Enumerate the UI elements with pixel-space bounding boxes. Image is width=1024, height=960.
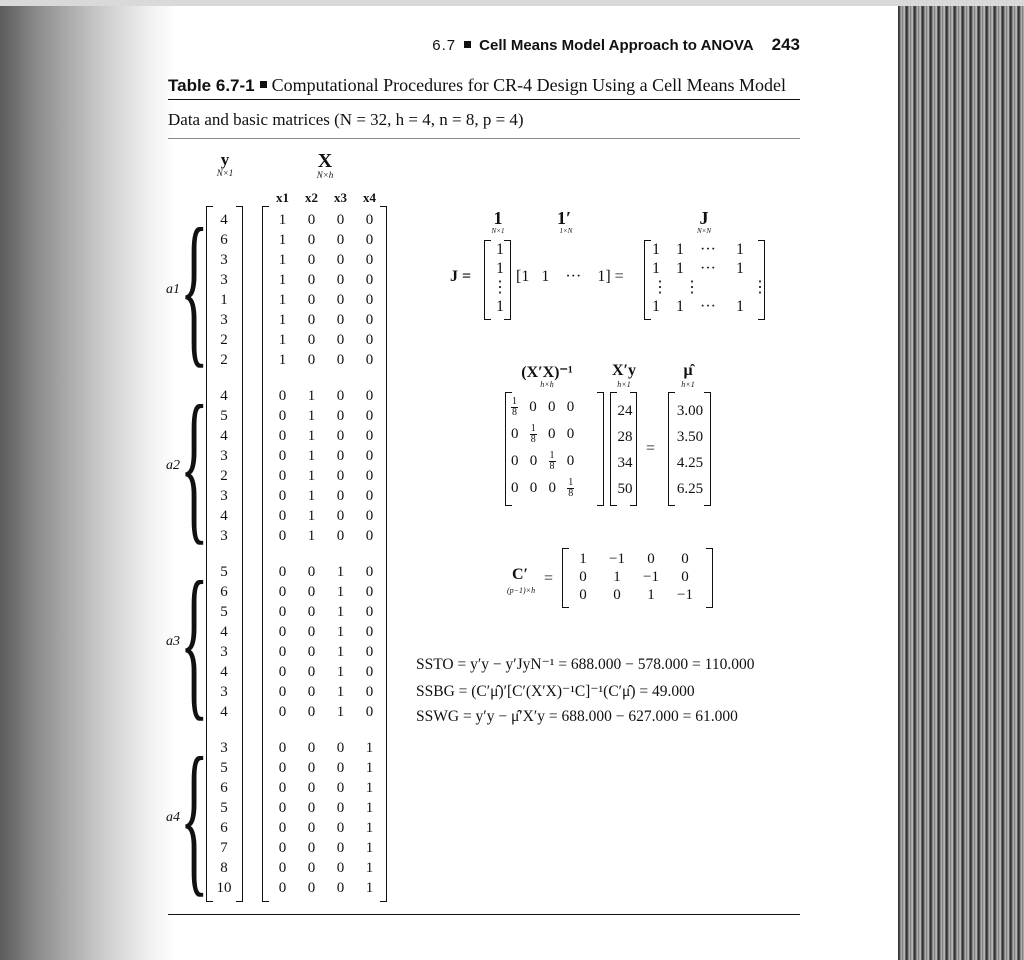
- x-cell: 0: [365, 488, 374, 504]
- x-cell: 0: [307, 292, 316, 308]
- ones-transpose-label: 1′: [556, 208, 572, 228]
- x-col-2: x2: [305, 190, 318, 205]
- x-cell: 0: [365, 704, 374, 720]
- x-cell: 0: [278, 684, 287, 700]
- x-cell: 1: [365, 740, 374, 756]
- section-title: Cell Means Model Approach to ANOVA: [479, 37, 754, 54]
- ones-transpose-dim: 1×N: [559, 227, 573, 235]
- x-cell: 0: [278, 740, 287, 756]
- x-row: [268, 406, 384, 426]
- x-cell: 1: [278, 332, 287, 348]
- ones-row-vector: [1 1 ··· 1] =: [516, 268, 624, 285]
- x-cell: 1: [365, 780, 374, 796]
- x-row: [268, 622, 384, 642]
- bullet-icon: [464, 41, 471, 48]
- x-row: [268, 310, 384, 330]
- y-cell: 4: [220, 388, 228, 404]
- x-cell: 1: [278, 252, 287, 268]
- x-cell: 0: [307, 564, 316, 580]
- x-cell: 0: [336, 388, 345, 404]
- y-cell: 3: [220, 252, 228, 268]
- x-row: [268, 662, 384, 682]
- x-cell: 0: [365, 388, 374, 404]
- x-cell: 1: [365, 880, 374, 896]
- x-col-4: x4: [363, 190, 376, 205]
- j-matrix-dim: N×N: [696, 227, 712, 235]
- x-cell: 1: [336, 604, 345, 620]
- x-row: [268, 230, 384, 250]
- x-cell: 0: [336, 860, 345, 876]
- x-cell: 1: [365, 800, 374, 816]
- x-cell: 1: [278, 312, 287, 328]
- ssto-equation: SSTO = y′y − y′JyN⁻¹ = 688.000 − 578.000 = 110.000: [416, 656, 755, 673]
- contrast-equals: =: [544, 570, 554, 587]
- y-cell: 4: [220, 704, 228, 720]
- x-cell: 0: [307, 780, 316, 796]
- x-cell: 0: [307, 272, 316, 288]
- x-cell: 1: [307, 388, 316, 404]
- x-cell: 0: [365, 604, 374, 620]
- x-cell: 0: [307, 704, 316, 720]
- xty-cell: 28: [617, 429, 633, 445]
- x-row: [268, 526, 384, 546]
- x-cell: 0: [365, 252, 374, 268]
- running-head: [380, 35, 800, 55]
- y-values-a2: [212, 386, 236, 546]
- x-cell: 0: [365, 584, 374, 600]
- x-cell: 0: [307, 312, 316, 328]
- x-cell: 1: [278, 352, 287, 368]
- x-cell: 0: [336, 332, 345, 348]
- x-cell: 0: [365, 408, 374, 424]
- sswg-equation: SSWG = y′y − μ̂′X′y = 688.000 − 627.000 = 61.000: [416, 708, 738, 725]
- y-cell: 5: [220, 800, 228, 816]
- contrast-cell: 0: [681, 569, 689, 585]
- x-row: [268, 582, 384, 602]
- x-cell: 0: [365, 292, 374, 308]
- x-cell: 1: [307, 528, 316, 544]
- x-cell: 0: [336, 312, 345, 328]
- x-cell: 0: [365, 684, 374, 700]
- contrast-dim: (p−1)×h: [506, 586, 536, 595]
- x-cell: 1: [336, 564, 345, 580]
- mu-cell: 4.25: [676, 455, 704, 471]
- x-rows-a2: [268, 386, 384, 546]
- x-cell: 0: [307, 212, 316, 228]
- xtx-right-bracket: [597, 392, 604, 506]
- j-matrix-label: J: [699, 208, 709, 228]
- x-row: [268, 602, 384, 622]
- contrast-right-bracket: [706, 548, 713, 608]
- x-cell: 1: [365, 840, 374, 856]
- x-cell: 0: [307, 740, 316, 756]
- y-right-bracket: [236, 206, 243, 902]
- x-row: [268, 210, 384, 230]
- group-brace: {: [180, 371, 209, 559]
- y-cell: 6: [220, 820, 228, 836]
- bottom-rule: [168, 914, 800, 915]
- x-row: [268, 818, 384, 838]
- x-cell: 1: [336, 624, 345, 640]
- x-cell: 0: [336, 840, 345, 856]
- x-cell: 0: [278, 760, 287, 776]
- x-row: [268, 466, 384, 486]
- x-cell: 0: [336, 448, 345, 464]
- ones-vector-dim: N×1: [491, 227, 505, 235]
- group-label-a3: a3: [166, 634, 180, 649]
- x-cell: 0: [278, 624, 287, 640]
- xty-cell: 24: [617, 403, 633, 419]
- mu-hat-values: [670, 398, 710, 502]
- ssbg-equation: SSBG = (C′μ̂)′[C′(X′X)⁻¹C]⁻¹(C′μ̂) = 49.000: [416, 683, 695, 700]
- y-cell: 2: [220, 352, 228, 368]
- x-row: [268, 562, 384, 582]
- xtx-inverse-label: (X′X)⁻¹: [521, 364, 573, 381]
- y-cell: 6: [220, 232, 228, 248]
- contrast-cell: −1: [643, 569, 659, 585]
- y-values-a4: [212, 738, 236, 898]
- y-cell: 3: [220, 272, 228, 288]
- x-cell: 0: [278, 388, 287, 404]
- x-cell: 1: [307, 508, 316, 524]
- contrast-cell: −1: [677, 587, 693, 603]
- group-brace: {: [180, 723, 209, 911]
- x-cell: 0: [278, 428, 287, 444]
- x-row: [268, 250, 384, 270]
- table-caption: Computational Procedures for CR-4 Design Using a Cell Means Model: [271, 75, 787, 95]
- x-cell: 0: [307, 664, 316, 680]
- x-cell: 0: [365, 468, 374, 484]
- group-label-a2: a2: [166, 458, 180, 473]
- x-cell: 0: [278, 840, 287, 856]
- x-cell: 0: [336, 468, 345, 484]
- x-matrix-label: X: [317, 150, 333, 172]
- title-rule: [168, 99, 800, 100]
- x-cell: 0: [336, 488, 345, 504]
- x-cell: 0: [307, 252, 316, 268]
- y-cell: 3: [220, 448, 228, 464]
- ones-vector-label: 1: [493, 208, 503, 228]
- x-cell: 0: [307, 584, 316, 600]
- x-col-3: x3: [334, 190, 347, 205]
- x-row: [268, 386, 384, 406]
- x-cell: 1: [336, 584, 345, 600]
- equals-sign: =: [646, 440, 656, 457]
- x-cell: 0: [278, 528, 287, 544]
- y-cell: 4: [220, 508, 228, 524]
- bullet-icon: [260, 81, 267, 88]
- table-title: [168, 75, 786, 96]
- y-cell: 3: [220, 644, 228, 660]
- x-cell: 0: [307, 880, 316, 896]
- x-cell: 0: [336, 508, 345, 524]
- x-cell: 0: [336, 800, 345, 816]
- contrast-cell: 1: [613, 569, 621, 585]
- contrast-cell: 0: [579, 569, 587, 585]
- table-label: Table 6.7-1: [168, 76, 255, 95]
- scan-shadow-left: [0, 0, 175, 960]
- x-cell: 0: [365, 528, 374, 544]
- x-row: [268, 682, 384, 702]
- contrast-row: [566, 550, 702, 568]
- y-values-a3: [212, 562, 236, 722]
- ones-left-bracket: [484, 240, 491, 320]
- x-cell: 0: [336, 352, 345, 368]
- x-cell: 0: [307, 624, 316, 640]
- y-cell: 3: [220, 740, 228, 756]
- group-brace: {: [180, 194, 209, 382]
- x-cell: 1: [278, 292, 287, 308]
- x-row: [268, 486, 384, 506]
- x-cell: 0: [278, 604, 287, 620]
- x-cell: 0: [307, 840, 316, 856]
- j-left-bracket: [644, 240, 651, 320]
- y-cell: 6: [220, 584, 228, 600]
- x-row: [268, 350, 384, 370]
- x-cell: 0: [336, 780, 345, 796]
- x-row: [268, 878, 384, 898]
- x-cell: 0: [278, 704, 287, 720]
- x-row: [268, 758, 384, 778]
- x-row: [268, 778, 384, 798]
- x-row: [268, 858, 384, 878]
- x-cell: 1: [278, 272, 287, 288]
- x-cell: 0: [278, 508, 287, 524]
- contrast-cell: 1: [647, 587, 655, 603]
- j-matrix-values: 1 1 ··· 1 1 1 ··· 1 ⋮ ⋮ ⋮ 1 1 ··· 1: [652, 241, 768, 315]
- x-rows-a3: [268, 562, 384, 722]
- x-rows-a1: [268, 210, 384, 370]
- y-cell: 5: [220, 604, 228, 620]
- y-cell: 6: [220, 780, 228, 796]
- x-cell: 1: [307, 468, 316, 484]
- y-cell: 2: [220, 332, 228, 348]
- xty-values: [612, 398, 638, 502]
- y-cell: 1: [220, 292, 228, 308]
- x-cell: 1: [307, 408, 316, 424]
- y-cell: 4: [220, 624, 228, 640]
- y-cell: 4: [220, 212, 228, 228]
- x-row: [268, 446, 384, 466]
- x-cell: 0: [365, 624, 374, 640]
- description-rule: [168, 138, 800, 139]
- y-dimension: N×1: [216, 168, 234, 178]
- x-cell: 0: [365, 332, 374, 348]
- x-rows-a4: [268, 738, 384, 898]
- y-cell: 3: [220, 312, 228, 328]
- x-cell: 0: [307, 860, 316, 876]
- x-cell: 0: [365, 448, 374, 464]
- x-cell: 0: [307, 232, 316, 248]
- ones-vector-values: 1 1 ⋮ 1: [492, 241, 508, 315]
- x-col-1: x1: [276, 190, 289, 205]
- y-cell: 10: [216, 880, 232, 896]
- y-vector-label: y: [220, 150, 230, 169]
- contrast-cell: −1: [609, 551, 625, 567]
- x-cell: 0: [278, 664, 287, 680]
- x-cell: 1: [307, 448, 316, 464]
- x-cell: 0: [278, 780, 287, 796]
- x-cell: 0: [365, 428, 374, 444]
- x-cell: 0: [365, 352, 374, 368]
- x-column-headers: [268, 190, 384, 206]
- x-cell: 0: [336, 272, 345, 288]
- x-cell: 0: [278, 488, 287, 504]
- x-cell: 0: [278, 820, 287, 836]
- x-cell: 0: [307, 820, 316, 836]
- x-cell: 0: [336, 528, 345, 544]
- x-row: [268, 838, 384, 858]
- x-cell: 0: [365, 312, 374, 328]
- x-row: [268, 290, 384, 310]
- section-number: 6.7: [432, 37, 457, 54]
- y-cell: 3: [220, 684, 228, 700]
- y-cell: 5: [220, 408, 228, 424]
- mu-cell: 6.25: [676, 481, 704, 497]
- x-row: [268, 642, 384, 662]
- contrast-cell: 0: [613, 587, 621, 603]
- x-cell: 1: [336, 664, 345, 680]
- contrast-row: [566, 586, 702, 604]
- x-cell: 0: [278, 408, 287, 424]
- x-row: [268, 798, 384, 818]
- mu-hat-dim: h×1: [681, 380, 695, 389]
- mu-cell: 3.00: [676, 403, 704, 419]
- x-row: [268, 738, 384, 758]
- contrast-cell: 1: [579, 551, 587, 567]
- x-cell: 1: [307, 428, 316, 444]
- mu-cell: 3.50: [676, 429, 704, 445]
- y-cell: 7: [220, 840, 228, 856]
- x-cell: 0: [365, 644, 374, 660]
- xty-dim: h×1: [617, 380, 631, 389]
- x-cell: 0: [336, 252, 345, 268]
- xty-cell: 34: [617, 455, 633, 471]
- x-cell: 0: [278, 584, 287, 600]
- y-cell: 8: [220, 860, 228, 876]
- x-cell: 1: [307, 488, 316, 504]
- x-dimension: N×h: [316, 170, 334, 180]
- j-equation-lhs: J =: [450, 268, 472, 285]
- x-cell: 0: [278, 644, 287, 660]
- xtx-inverse-dim: h×h: [540, 380, 554, 389]
- x-cell: 0: [365, 508, 374, 524]
- contrast-cell: 0: [681, 551, 689, 567]
- x-cell: 0: [278, 880, 287, 896]
- x-row: [268, 426, 384, 446]
- group-brace: {: [180, 547, 209, 735]
- contrast-cell: 0: [647, 551, 655, 567]
- x-cell: 1: [278, 232, 287, 248]
- x-cell: 0: [365, 564, 374, 580]
- xtx-inverse-values: $\frac{1}{8}$ 0 0 0 0 $\frac{1}{8}$ 0 0 0 0 $\frac{1}{8}$ 0 0 0 0 $\frac{1}{8}$: [511, 396, 575, 500]
- scan-top-edge: [0, 0, 1024, 6]
- data-description: Data and basic matrices (N = 32, h = 4, n = 8, p = 4): [168, 110, 524, 129]
- contrast-row: [566, 568, 702, 586]
- x-row: [268, 702, 384, 722]
- x-cell: 0: [278, 860, 287, 876]
- xty-cell: 50: [617, 481, 633, 497]
- x-cell: 0: [307, 604, 316, 620]
- x-cell: 0: [336, 820, 345, 836]
- x-cell: 1: [365, 820, 374, 836]
- contrast-label: C′: [511, 566, 529, 583]
- xty-label: X′y: [611, 362, 637, 379]
- x-cell: 0: [365, 232, 374, 248]
- group-label-a1: a1: [166, 282, 180, 297]
- x-cell: 0: [307, 760, 316, 776]
- x-cell: 1: [365, 860, 374, 876]
- x-cell: 1: [365, 760, 374, 776]
- y-cell: 5: [220, 760, 228, 776]
- x-row: [268, 270, 384, 290]
- x-cell: 1: [278, 212, 287, 228]
- x-cell: 1: [336, 684, 345, 700]
- x-cell: 0: [336, 760, 345, 776]
- x-cell: 0: [336, 880, 345, 896]
- book-spine-right: [898, 0, 1024, 960]
- x-row: [268, 330, 384, 350]
- x-cell: 0: [307, 644, 316, 660]
- x-cell: 0: [365, 272, 374, 288]
- y-cell: 5: [220, 564, 228, 580]
- group-label-a4: a4: [166, 810, 180, 825]
- x-cell: 1: [336, 704, 345, 720]
- x-cell: 0: [307, 332, 316, 348]
- y-cell: 3: [220, 528, 228, 544]
- x-cell: 0: [365, 212, 374, 228]
- x-cell: 0: [307, 684, 316, 700]
- x-cell: 0: [278, 800, 287, 816]
- page-number: 243: [771, 35, 800, 54]
- x-cell: 0: [307, 800, 316, 816]
- x-cell: 0: [336, 232, 345, 248]
- x-cell: 0: [307, 352, 316, 368]
- y-cell: 4: [220, 664, 228, 680]
- mu-hat-label: μ̂: [683, 362, 693, 379]
- x-cell: 0: [278, 448, 287, 464]
- x-cell: 0: [278, 564, 287, 580]
- y-values-a1: [212, 210, 236, 370]
- y-cell: 2: [220, 468, 228, 484]
- x-cell: 0: [336, 428, 345, 444]
- x-cell: 0: [336, 292, 345, 308]
- x-cell: 0: [365, 664, 374, 680]
- y-cell: 3: [220, 488, 228, 504]
- x-cell: 1: [336, 644, 345, 660]
- x-row: [268, 506, 384, 526]
- x-cell: 0: [336, 408, 345, 424]
- contrast-cell: 0: [579, 587, 587, 603]
- x-cell: 0: [336, 212, 345, 228]
- x-cell: 0: [336, 740, 345, 756]
- x-cell: 0: [278, 468, 287, 484]
- y-cell: 4: [220, 428, 228, 444]
